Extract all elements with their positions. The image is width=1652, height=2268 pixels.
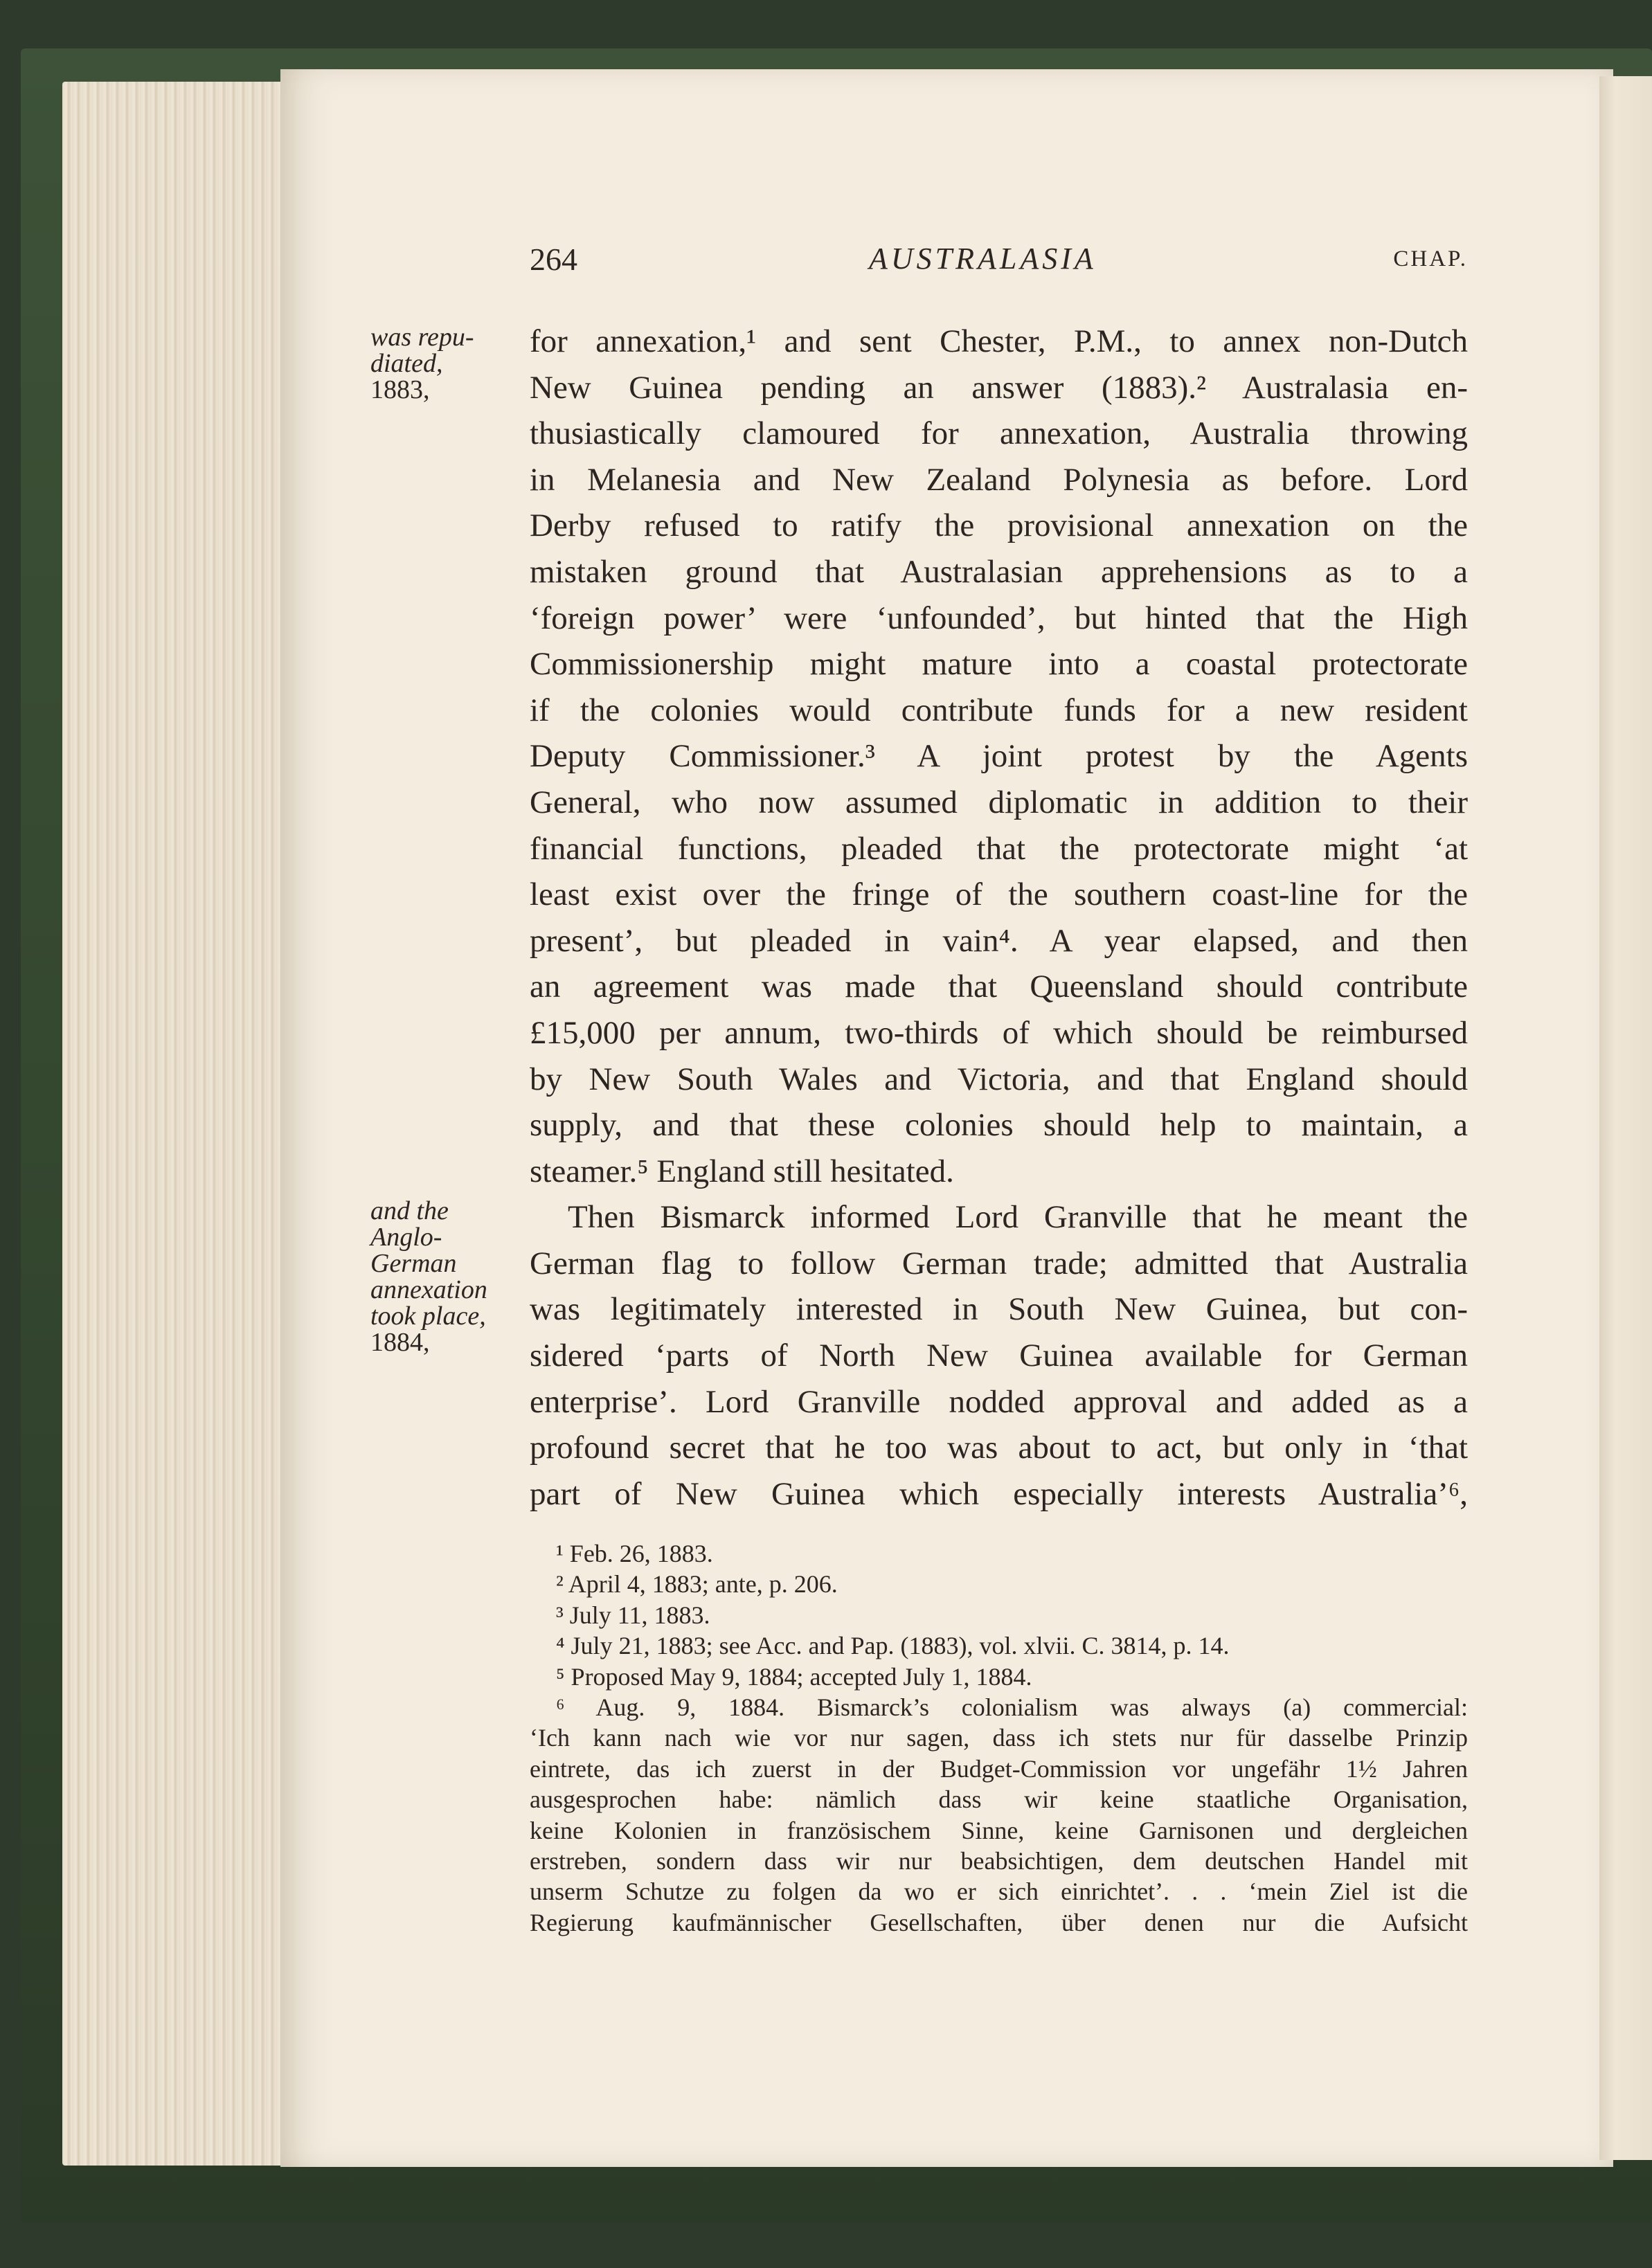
chapter-label: CHAP. xyxy=(1393,246,1468,271)
body-line: in Melanesia and New Zealand Polynesia as before. Lord xyxy=(530,461,1468,498)
body-line: profound secret that he too was about to act, but only in ‘that xyxy=(530,1430,1468,1466)
body-line: Deputy Commissioner.³ A joint protest by the Agents xyxy=(530,738,1468,775)
body-line: least exist over the fringe of the southern coast-line for the xyxy=(530,876,1468,913)
body-line: for annexation,¹ and sent Chester, P.M., to annex non-Dutch xyxy=(530,323,1468,359)
running-head xyxy=(530,241,1468,282)
body-line: supply, and that these colonies should help to maintain, a xyxy=(530,1107,1468,1144)
facing-page-edge xyxy=(1599,76,1652,2160)
body-line: present’, but pleaded in vain⁴. A year elapsed, and then xyxy=(530,922,1468,959)
body-line: General, who now assumed diplomatic in addition to their xyxy=(530,784,1468,820)
footnote-continuation: erstreben, sondern dass wir nur beabsichtigen, dem deutschen Handel mit xyxy=(530,1846,1468,1875)
footnote: ⁶ Aug. 9, 1884. Bismarck’s colonialism was always (a) commercial: xyxy=(556,1693,1468,1721)
body-line: if the colonies would contribute funds for a new resident xyxy=(530,692,1468,728)
body-line: ‘foreign power’ were ‘unfounded’, but hinted that the High xyxy=(530,600,1468,636)
footnote-continuation: unserm Schutze zu folgen da wo er sich einrichtet’. . . ‘mein Ziel ist die xyxy=(530,1878,1468,1906)
footnote-continuation: ‘Ich kann nach wie vor nur sagen, dass ich stets nur für dasselbe Prinzip xyxy=(530,1724,1468,1752)
running-title: AUSTRALASIA xyxy=(869,242,1097,276)
body-line: mistaken ground that Australasian apprehensions as to a xyxy=(530,553,1468,590)
margin-note-line: 1884, xyxy=(370,1328,430,1357)
body-line: German flag to follow German trade; admitted that Australia xyxy=(530,1245,1468,1281)
margin-note-line: and the xyxy=(370,1196,449,1225)
body-line: £15,000 per annum, two-thirds of which should be reimbursed xyxy=(530,1014,1468,1051)
body-line: Commissionership might mature into a coastal protectorate xyxy=(530,646,1468,683)
body-line: thusiastically clamoured for annexation, Australia throwing xyxy=(530,415,1468,452)
footnote: ⁴ July 21, 1883; see Acc. and Pap. (1883), vol. xlvii. C. 3814, p. 14. xyxy=(556,1632,1230,1660)
margin-note-line: 1883, xyxy=(370,375,430,404)
page-number: 264 xyxy=(530,242,577,277)
margin-note-annexation xyxy=(370,1198,530,1356)
page-edges xyxy=(62,82,291,2166)
footnote-continuation: Regierung kaufmännischer Gesellschaften, über denen nur die Aufsicht xyxy=(530,1908,1468,1936)
body-line: Then Bismarck informed Lord Granville that he meant the xyxy=(568,1199,1468,1236)
margin-note-line: was repu- xyxy=(370,323,474,352)
footnotes xyxy=(530,1538,1468,1938)
margin-note-line: diated, xyxy=(370,349,443,378)
margin-note-line: Anglo- xyxy=(370,1223,442,1252)
body-line: financial functions, pleaded that the protectorate might ‘at xyxy=(530,830,1468,867)
body-text xyxy=(530,318,1468,1517)
footnote-continuation: keine Kolonien in französischem Sinne, keine Garnisonen und dergleichen xyxy=(530,1816,1468,1844)
body-line: Derby refused to ratify the provisional annexation on the xyxy=(530,507,1468,544)
footnote-continuation: eintrete, das ich zuerst in der Budget-Commission vor ungefähr 1½ Jahren xyxy=(530,1754,1468,1783)
footnote: ¹ Feb. 26, 1883. xyxy=(556,1540,713,1567)
footnote: ⁵ Proposed May 9, 1884; accepted July 1, 1884. xyxy=(556,1662,1032,1691)
footnote: ² April 4, 1883; ante, p. 206. xyxy=(556,1570,838,1599)
footnote: ³ July 11, 1883. xyxy=(556,1601,710,1629)
body-line: New Guinea pending an answer (1883).² Australasia en- xyxy=(530,369,1468,406)
body-line: part of New Guinea which especially interests Australia’⁶, xyxy=(530,1475,1468,1512)
body-line: steamer.⁵ England still hesitated. xyxy=(530,1153,954,1189)
margin-note-line: annexation xyxy=(370,1275,487,1304)
body-line: enterprise’. Lord Granville nodded approval and added as a xyxy=(530,1383,1468,1420)
footnote-continuation: ausgesprochen habe: nämlich dass wir keine staatliche Organisation, xyxy=(530,1785,1468,1814)
margin-note-line: took place, xyxy=(370,1302,486,1331)
body-line: an agreement was made that Queensland should contribute xyxy=(530,969,1468,1005)
margin-note-line: German xyxy=(370,1249,457,1278)
body-line: sidered ‘parts of North New Guinea available for German xyxy=(530,1338,1468,1374)
body-line: by New South Wales and Victoria, and that England should xyxy=(530,1061,1468,1097)
margin-note-repudiated xyxy=(370,324,530,403)
body-line: was legitimately interested in South New Guinea, but con- xyxy=(530,1291,1468,1328)
